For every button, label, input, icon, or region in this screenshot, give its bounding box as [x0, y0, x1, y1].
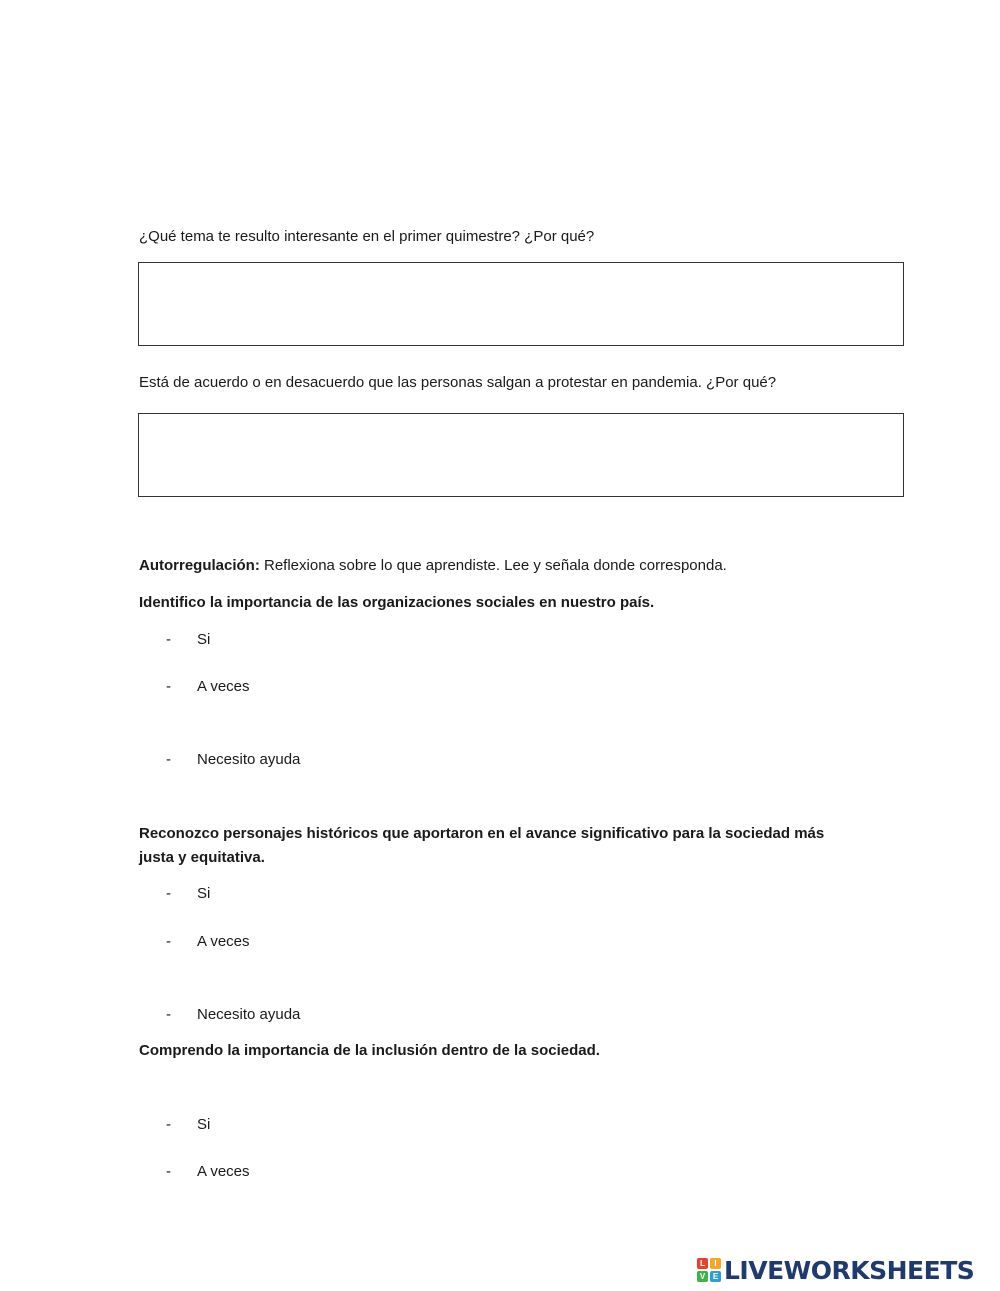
list-dash: - [166, 678, 171, 695]
list-dash: - [166, 933, 171, 950]
self-regulation-instruction: Reflexiona sobre lo que aprendiste. Lee y señala donde corresponda. [259, 557, 727, 574]
logo-block-l: L [697, 1258, 708, 1269]
question-1-answer-box[interactable] [138, 262, 904, 346]
item-3-option-si[interactable] [166, 1115, 210, 1135]
liveworksheets-logo-icon [697, 1258, 721, 1282]
option-label: Necesito ayuda [197, 751, 301, 768]
option-label: Si [197, 631, 211, 648]
question-1-prompt: ¿Qué tema te resulto interesante en el primer quimestre? ¿Por qué? [139, 228, 595, 245]
item-1-option-necesito-ayuda[interactable] [166, 750, 300, 770]
option-label: A veces [197, 678, 250, 695]
list-dash: - [166, 885, 171, 902]
option-label: Si [197, 885, 211, 902]
option-label: A veces [197, 1163, 250, 1180]
option-label: Si [197, 1116, 211, 1133]
item-2-option-si[interactable] [166, 884, 210, 904]
item-3-statement: Comprendo la importancia de la inclusión dentro de la sociedad. [139, 1042, 600, 1059]
item-1-option-si[interactable] [166, 630, 210, 650]
item-2-statement-line-1: Reconozco personajes históricos que aportaron en el avance significativo para la sociedad más [139, 825, 825, 842]
list-dash: - [166, 631, 171, 648]
logo-block-i: I [710, 1258, 721, 1269]
logo-block-e: E [710, 1271, 721, 1282]
option-label: Necesito ayuda [197, 1006, 301, 1023]
question-2-prompt: Está de acuerdo o en desacuerdo que las personas salgan a protestar en pandemia. ¿Por qué? [139, 374, 777, 391]
list-dash: - [166, 1006, 171, 1023]
self-regulation-label: Autorregulación: [139, 557, 260, 574]
item-2-statement-line-2: justa y equitativa. [139, 849, 265, 866]
question-2-answer-box[interactable] [138, 413, 904, 497]
item-2-option-necesito-ayuda[interactable] [166, 1005, 300, 1025]
item-1-statement: Identifico la importancia de las organizaciones sociales en nuestro país. [139, 594, 655, 611]
self-regulation-line [139, 556, 727, 576]
logo-block-v: V [697, 1271, 708, 1282]
liveworksheets-logo [697, 1256, 974, 1284]
item-3-option-a-veces[interactable] [166, 1162, 250, 1182]
option-label: A veces [197, 933, 250, 950]
item-1-option-a-veces[interactable] [166, 677, 250, 697]
item-2-option-a-veces[interactable] [166, 932, 250, 952]
liveworksheets-logo-text: LIVEWORKSHEETS [724, 1255, 975, 1285]
list-dash: - [166, 751, 171, 768]
list-dash: - [166, 1163, 171, 1180]
list-dash: - [166, 1116, 171, 1133]
